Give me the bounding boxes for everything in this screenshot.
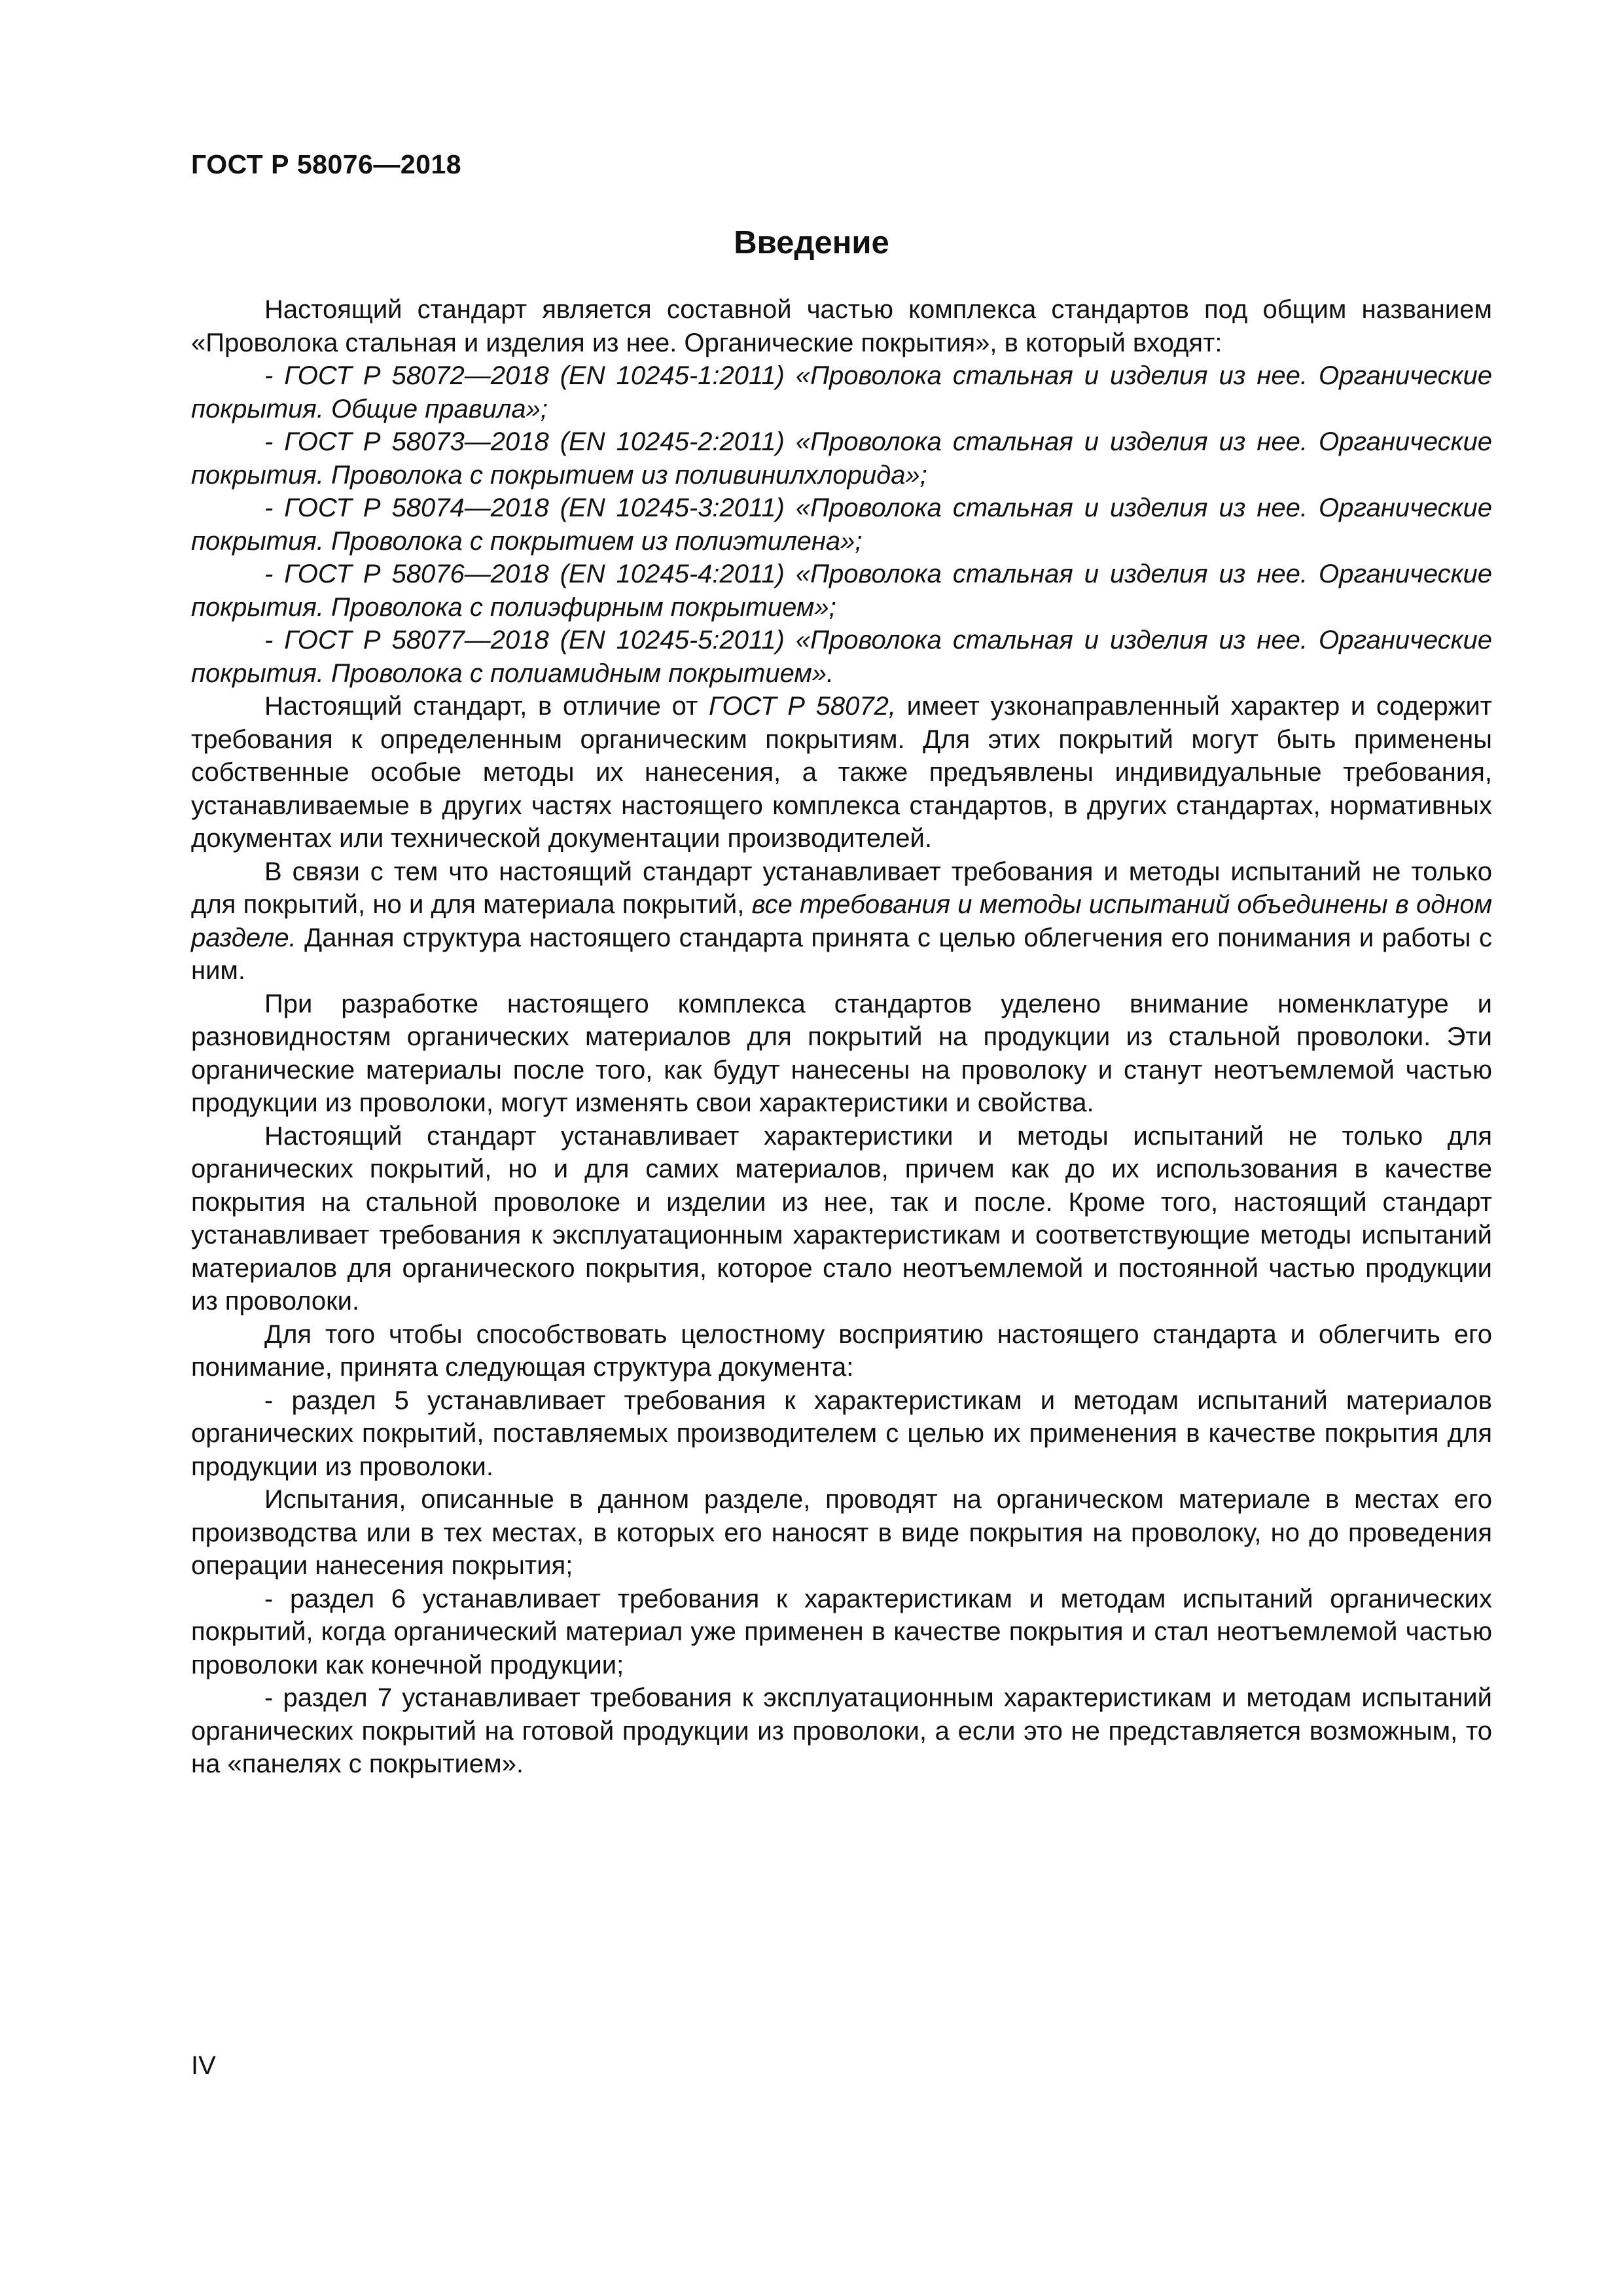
italic-text: - ГОСТ Р 58073—2018 (EN 10245-2:2011) «Проволока стальная и изделия из нее. Органические покрытия. Проволока с покрытием из поливинилхлорида»; [191,427,1492,490]
body-paragraph [191,1483,1492,1583]
body-paragraph [191,558,1492,624]
paragraph-text: Настоящий стандарт устанавливает характеристики и методы испытаний не только для органических покрытий, но и для самих материалов, причем как до их использования в качестве покрытия на стальной проволоке и изделии из нее, так и после. Кроме того, настоящий стандарт устанавливает требования к эксплуатационным характеристикам и соответствующие методы испытаний материалов для органического покрытия, которое стало неотъемлемой и постоянной частью продукции из проволоки. [191,1121,1492,1316]
body-paragraph [191,1681,1492,1781]
body-paragraph [191,1384,1492,1484]
body-paragraph [191,624,1492,690]
section-title: Введение [734,225,889,260]
paragraph-text: Настоящий стандарт является составной частью комплекса стандартов под общим названием «Проволока стальная и изделия из нее. Органические покрытия», в который входят: [191,295,1492,357]
document-designation: ГОСТ Р 58076—2018 [191,149,462,179]
paragraph-text: В связи с тем что настоящий стандарт устанавливает требования и методы испытаний не только для покрытий, но и для материала покрытий, [191,857,1492,919]
body-paragraph [191,293,1492,359]
page-number: IV [191,2051,216,2080]
body-paragraph [191,1318,1492,1384]
paragraph-text: имеет узконаправленный характер и содержит требования к определенным органическим покрытиям. Для этих покрытий могут быть применены собственные особые методы их нанесения, а также предъявлены индивидуальные требования, устанавливаемые в других частях настоящего комплекса стандартов, в других стандартах, нормативных документах или технической документации производителей. [191,692,1493,853]
paragraph-text: Данная структура настоящего стандарта принята с целью облегчения его понимания и работы с ним. [191,923,1492,985]
paragraph-text: Испытания, описанные в данном разделе, проводят на органическом материале в местах его производства или в тех местах, в которых его наносят в виде покрытия на проволоку, но до проведения операции нанесения покрытия; [191,1485,1492,1580]
paragraph-text: Настоящий стандарт, в отличие от [264,692,709,721]
paragraph-text: Для того чтобы способствовать целостному восприятию настоящего стандарта и облегчить его понимание, принята следующая структура документа: [191,1319,1492,1382]
body-paragraph [191,492,1492,558]
italic-text: - ГОСТ Р 58072—2018 (EN 10245-1:2011) «Проволока стальная и изделия из нее. Органические покрытия. Общие правила»; [191,361,1492,423]
document-body [191,293,1492,1781]
body-paragraph [191,425,1492,492]
paragraph-text: При разработке настоящего комплекса стандартов уделено внимание номенклатуре и разновидностям органических материалов для покрытий на продукции из стальной проволоки. Эти органические материалы после того, как будут нанесены на проволоку и станут неотъемлемой частью продукции из проволоки, могут изменять свои характеристики и свойства. [191,989,1492,1117]
paragraph-text: - раздел 5 устанавливает требования к характеристикам и методам испытаний материалов органических покрытий, поставляемых производителем с целью их применения в качестве покрытия для продукции из проволоки. [191,1386,1492,1481]
italic-text: - ГОСТ Р 58077—2018 (EN 10245-5:2011) «Проволока стальная и изделия из нее. Органические покрытия. Проволока с полиамидным покрытием». [191,626,1492,688]
italic-text: ГОСТ Р 58072, [709,692,896,721]
body-paragraph [191,855,1492,988]
paragraph-text: - раздел 7 устанавливает требования к эксплуатационным характеристикам и методам испытаний органических покрытий на готовой продукции из проволоки, а если это не представляется возможным, то на «панелях с покрытием». [191,1683,1492,1778]
italic-text: - ГОСТ Р 58074—2018 (EN 10245-3:2011) «Проволока стальная и изделия из нее. Органические покрытия. Проволока с покрытием из полиэтилена»; [191,493,1492,556]
italic-text: все требования и методы испытаний объединены в одном разделе. [191,890,1492,952]
body-paragraph [191,359,1492,425]
body-paragraph [191,690,1492,855]
body-paragraph [191,1583,1492,1682]
paragraph-text: - раздел 6 устанавливает требования к характеристикам и методам испытаний органических покрытий, когда органический материал уже применен в качестве покрытия и стал неотъемлемой частью проволоки как конечной продукции; [191,1584,1492,1679]
body-paragraph [191,988,1492,1120]
body-paragraph [191,1120,1492,1318]
italic-text: - ГОСТ Р 58076—2018 (EN 10245-4:2011) «Проволока стальная и изделия из нее. Органические покрытия. Проволока с полиэфирным покрытием»; [191,560,1492,622]
